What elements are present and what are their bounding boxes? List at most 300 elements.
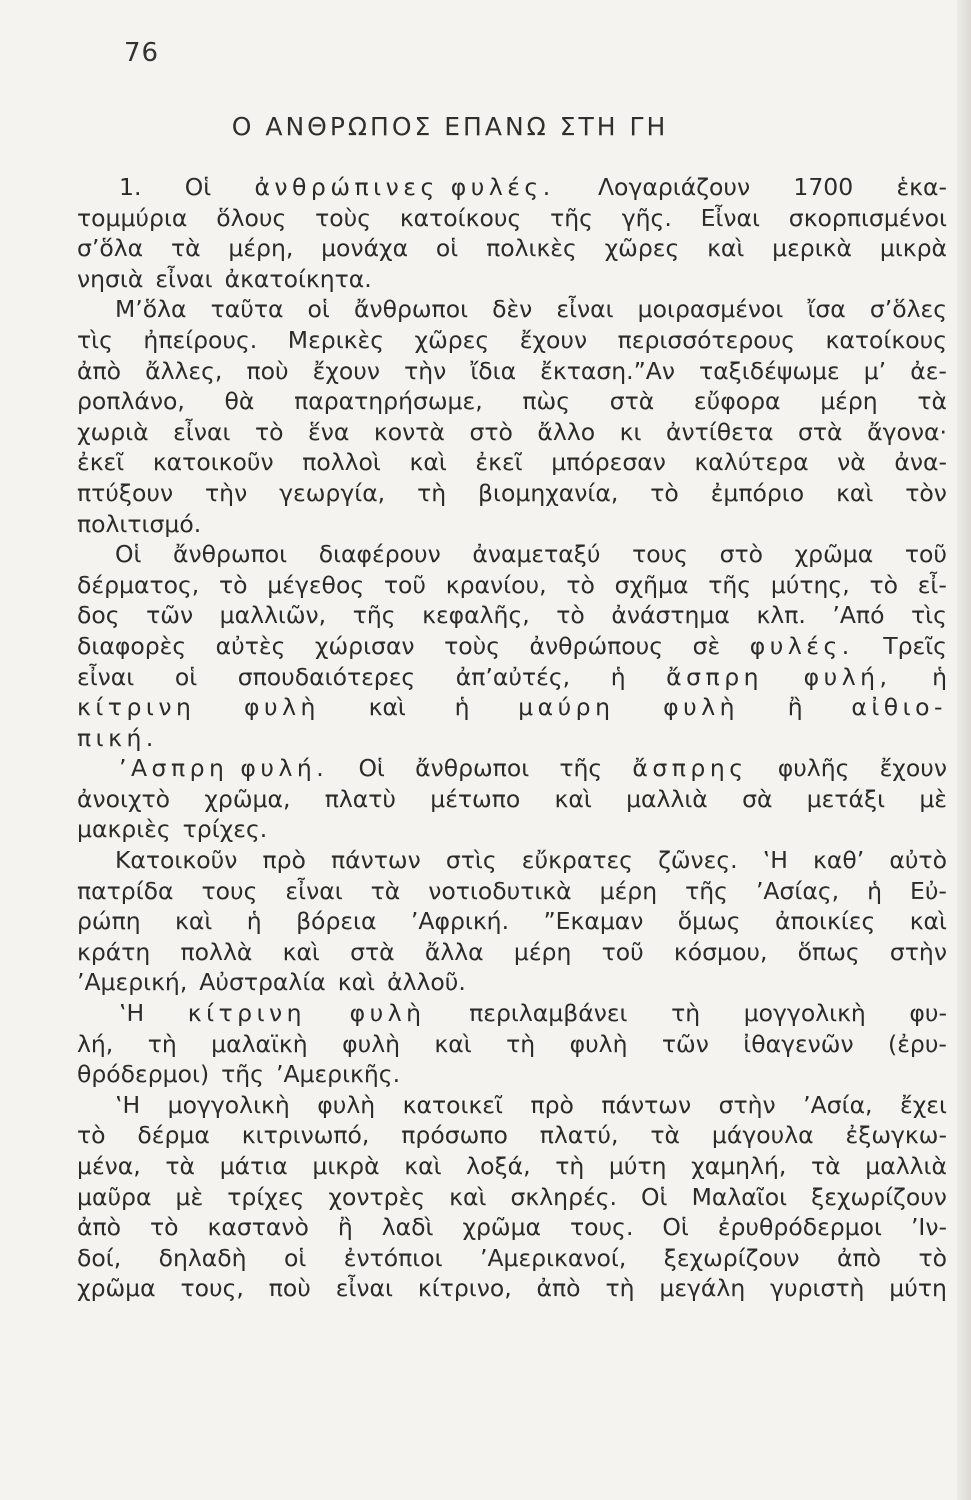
word: ξεχωρίζουν [663, 1243, 800, 1272]
word: ἢ [787, 693, 803, 722]
word: νησιὰ [77, 264, 144, 293]
word: χρῶμα [462, 1213, 542, 1242]
word: νοτιοδυτικὰ [428, 876, 572, 905]
word: τὸ [650, 478, 679, 507]
word: πρὸ [530, 1090, 574, 1119]
word: τους [201, 876, 258, 905]
text-line [77, 845, 947, 876]
word: τοῦ [904, 540, 947, 569]
word: τὶς [911, 601, 947, 630]
word: ἄνθρωποι [415, 754, 530, 783]
word: κίτρινη [77, 693, 196, 722]
word: Εὐ- [909, 876, 947, 905]
word: ἀνοιχτὸ [77, 784, 171, 813]
word: χοντρὲς [328, 1182, 426, 1211]
word: τρίχες [227, 1182, 305, 1211]
word: ἄνθρωποι [173, 540, 288, 569]
word: πολιτισμό. [77, 509, 202, 538]
word: ἕνα [308, 417, 350, 446]
word: ὅλους [216, 203, 287, 232]
word: ἰθαγενῶν [743, 1029, 854, 1058]
text-line [77, 631, 947, 662]
word: φυλῆς [777, 754, 850, 783]
word: τὴν [404, 356, 447, 385]
page-number: 76 [124, 38, 160, 68]
word: πτύξουν [77, 478, 174, 507]
word: τὴ [671, 999, 701, 1028]
word: κατοικοῦν [152, 448, 274, 477]
word: ἔχουν [519, 325, 588, 354]
word: μύτη [608, 1152, 667, 1180]
text-line [77, 570, 947, 601]
word: κλπ. [756, 601, 806, 630]
word: μέγεθος [267, 570, 365, 599]
word: εὔκρατες [521, 846, 633, 875]
word: τῆς [550, 203, 593, 232]
word: ταῦτα [210, 295, 284, 324]
word: χρῶμα [794, 540, 874, 569]
word: μάτια [219, 1152, 288, 1180]
word: 1. [119, 173, 142, 201]
word: φυλὴ [317, 1090, 376, 1119]
word: τῆς [559, 754, 603, 783]
text-line [77, 814, 947, 845]
word: ἀπὸ [77, 1213, 122, 1242]
word: τοῦ [601, 937, 644, 966]
word: τὸν [905, 478, 947, 507]
word: ’Ασίας, [755, 876, 840, 905]
word: μένα, [77, 1152, 141, 1180]
text-line [77, 1120, 947, 1151]
word: ἴσα [807, 295, 846, 324]
text-line [77, 723, 947, 754]
word: ἐκεῖ [475, 448, 523, 477]
word: οἱ [307, 295, 330, 324]
word: τὴν [205, 478, 248, 507]
word: καὶ [707, 234, 745, 263]
word: αἰθιο- [851, 693, 947, 722]
word: τὰ [165, 1152, 196, 1180]
text-line [77, 967, 947, 998]
word: πρόσωπο [401, 1121, 508, 1150]
word: οἱ [174, 662, 198, 691]
word: πολλοὶ [302, 448, 381, 477]
word: στὸ [469, 417, 513, 446]
text-line [77, 1243, 947, 1274]
word: μεγάλη [659, 1274, 746, 1303]
word: ‛Η [119, 999, 145, 1028]
word: ἡ [610, 662, 626, 691]
word: λαδὶ [381, 1213, 434, 1242]
word: μονάχα [321, 234, 409, 263]
word: ’Αμερικανοί, [479, 1243, 627, 1272]
word: τὸ [566, 570, 595, 599]
word: καὶ [434, 1029, 472, 1058]
word: Λογαριάζουν [597, 173, 751, 201]
word: οἱ [435, 234, 459, 263]
word: ἄσπρης [632, 754, 748, 783]
word: Κατοικοῦν [115, 846, 238, 875]
word: ἡ [867, 876, 882, 905]
word: πολικὲς [486, 234, 577, 263]
text-line [77, 600, 947, 631]
word: τῶν [661, 1029, 709, 1058]
word: τὴ [605, 1274, 635, 1303]
word: ἐντόπιοι [343, 1243, 443, 1272]
word: ἡ [246, 907, 262, 936]
word: στὴν [718, 1090, 776, 1119]
word: μύτη [889, 1274, 947, 1303]
word: εἶναι [173, 417, 231, 446]
word: ροπλάνο, [77, 387, 185, 416]
word: σχῆμα [614, 570, 689, 599]
body-text [77, 172, 947, 1304]
word: μογγολικὴ [743, 999, 866, 1028]
word: ἀκατοίκητα. [224, 264, 372, 293]
word: ποὺ [246, 356, 289, 385]
word: κι [619, 417, 642, 446]
word: φυλὴ [342, 1029, 400, 1058]
word: ἔχει [900, 1090, 947, 1119]
word: κατοίκους [825, 325, 947, 354]
word: Οἱ [662, 1213, 689, 1242]
word: πατρίδα [77, 876, 174, 905]
word: ἀποικίες [775, 907, 876, 936]
word: τῆς [708, 570, 752, 599]
word: μέρη, [228, 234, 294, 263]
word: τῆς [685, 876, 728, 905]
word: χῶρες [414, 325, 490, 354]
text-line [77, 1212, 947, 1243]
word: ’Αφρική. [410, 907, 510, 936]
word: τους, [180, 1274, 244, 1303]
word: πική. [77, 723, 158, 752]
word: καὶ [909, 907, 947, 936]
word: τρίχες. [182, 815, 268, 844]
word: μερικὰ [772, 234, 853, 263]
word: σκορπισμένοι [788, 203, 947, 232]
word: καὶ [836, 478, 874, 507]
word: Εἶναι [700, 203, 760, 232]
word: κρανίου, [445, 570, 547, 599]
word: κράτη [77, 937, 151, 966]
word: καὶ [449, 1182, 487, 1211]
word: τους [632, 540, 688, 569]
word: θὰ [224, 387, 255, 416]
word: ὅπως [797, 937, 860, 966]
word: ἀνθρώπους [529, 631, 664, 660]
word: μάγουλα [711, 1121, 814, 1150]
word: μογγολικὴ [167, 1090, 290, 1119]
word: μπόρεσαν [551, 448, 666, 477]
word: ἀνα- [894, 448, 947, 477]
word: εὔφορα [693, 387, 781, 416]
word: κατοικεῖ [402, 1090, 503, 1119]
word: ἐκεῖ [77, 448, 125, 477]
text-line [77, 692, 947, 723]
word: μέρη [513, 937, 572, 966]
word: ”Εκαμαν [543, 907, 644, 936]
word: μαλλιὰ [626, 784, 708, 813]
word: ’Αμερικῆς. [275, 1060, 401, 1089]
word: στὰ [350, 937, 395, 966]
word: ἄλλο [537, 417, 596, 446]
word: χαμηλή, [691, 1152, 787, 1180]
text-line [77, 906, 947, 937]
word: τὸ [869, 570, 898, 599]
word: τῆς [352, 601, 396, 630]
word: μικρὰ [879, 234, 947, 263]
word: κιτρινωπό, [241, 1121, 370, 1150]
word: ὅμως [677, 907, 741, 936]
word: εἶναι [556, 295, 614, 324]
word: παρατηρήσωμε, [294, 387, 483, 416]
text-line [77, 509, 947, 540]
word: τὰ [917, 387, 947, 416]
word: τοὺς [444, 631, 501, 660]
text-line [77, 264, 947, 295]
word: ’Από [832, 601, 885, 630]
word: τὸ [556, 601, 585, 630]
word: δοί, [77, 1243, 122, 1272]
word: πὼς [522, 387, 570, 416]
word: δος [77, 601, 120, 630]
word: εἶναι [285, 876, 343, 905]
word: φυλὴ [569, 1029, 628, 1058]
text-line [77, 1273, 947, 1304]
text-line [77, 937, 947, 968]
word: δέρματος, [77, 570, 200, 599]
word: καὶ [409, 448, 447, 477]
word: καὶ [368, 693, 406, 722]
word: ρώπη [77, 907, 141, 936]
word: καὶ [554, 784, 592, 813]
word: ἀπὸ [836, 1243, 882, 1272]
word: ’Αμερική, [77, 968, 188, 997]
word: κόσμου, [673, 937, 768, 966]
word: στὴν [889, 937, 947, 966]
word: ζῶνες. [658, 846, 738, 875]
word: τὴ [417, 478, 447, 507]
word: ‛Η [115, 1090, 141, 1119]
word: ἐξωγκω- [845, 1121, 947, 1150]
text-line [77, 1182, 947, 1213]
word: δὲν [492, 295, 533, 324]
word: ταξιδέψωμε [699, 356, 840, 385]
text-line [77, 998, 947, 1029]
word: ἡ [454, 693, 470, 722]
text-line [77, 356, 947, 387]
text-line [77, 753, 947, 784]
word: δέρμα [137, 1121, 210, 1150]
word: φυλὴ [244, 693, 320, 722]
word: ἀπὸ [77, 356, 122, 385]
word: σπουδαιότερες [237, 662, 416, 691]
word: 1700 [793, 173, 854, 201]
word: βόρεια [296, 907, 377, 936]
word: μύτης, [770, 570, 850, 599]
word: τὶς [77, 325, 113, 354]
word: ἀναμεταξύ [472, 540, 601, 569]
word: ἠπείρους. [143, 325, 258, 354]
word: μέρη [820, 387, 878, 416]
text-line [77, 203, 947, 234]
word: τὴ [555, 1152, 585, 1180]
word: πολλὰ [180, 937, 253, 966]
word: ἔχουν [312, 356, 381, 385]
word: τῆς [221, 1060, 264, 1089]
word: τῶν [146, 601, 194, 630]
word: τους. [570, 1213, 634, 1242]
word: καστανὸ [207, 1213, 309, 1242]
text-line [77, 325, 947, 356]
text-line [77, 447, 947, 478]
text-line [77, 294, 947, 325]
word: σκληρές. [510, 1182, 617, 1211]
word: μαλλιὰ [865, 1152, 947, 1180]
word: τομμύρια [77, 203, 188, 232]
word: Μ’ὅλα [115, 295, 187, 324]
word: μακριὲς [77, 815, 171, 844]
word: κοντὰ [373, 417, 445, 446]
text-line [77, 1029, 947, 1060]
word: στὸ [719, 540, 763, 569]
word: τὸ [918, 1243, 947, 1272]
word: τὰ [370, 876, 401, 905]
word: νὰ [837, 448, 866, 477]
word: μικρὰ [312, 1152, 380, 1180]
text-line [77, 233, 947, 264]
word: διαφέρουν [318, 540, 441, 569]
word: σ’ὅλες [869, 295, 947, 324]
text-line [77, 876, 947, 907]
word: ἄλλα [424, 937, 484, 966]
word: πλατὺ [324, 784, 396, 813]
word: ἐρυθρόδερμοι [717, 1213, 882, 1242]
word: ἴδια [470, 356, 517, 385]
text-line [77, 386, 947, 417]
word: κίτρινο, [417, 1274, 512, 1303]
text-line [77, 784, 947, 815]
word: στὶς [445, 846, 497, 875]
word: χωριὰ [77, 417, 149, 446]
word: Οἱ [115, 540, 142, 569]
word: σὰ [742, 784, 773, 813]
word: εἶναι [77, 662, 135, 691]
word: θρόδερμοι) [77, 1060, 210, 1089]
word: αὐτὸ [889, 846, 947, 875]
word: πάντων [331, 846, 421, 875]
word: ἔκταση.”Αν [540, 356, 675, 385]
word: χώρισαν [314, 631, 415, 660]
word: τὰ [811, 1152, 841, 1180]
word: χῶρες [604, 234, 680, 263]
word: εἶναι [155, 264, 213, 293]
word: τὸ [219, 570, 248, 599]
word: ἑκα- [896, 173, 947, 201]
word: ἐμπόριο [710, 478, 805, 507]
word: τὰ [650, 1121, 681, 1150]
word: ἢ [337, 1213, 353, 1242]
word: Μερικὲς [287, 325, 384, 354]
word: μὲ [175, 1182, 204, 1211]
word: περισσότερους [617, 325, 796, 354]
word: διαφορὲς [77, 631, 187, 660]
word: καὶ [337, 968, 376, 997]
word: ἄσπρη [666, 662, 764, 691]
word: μὲ [919, 784, 947, 813]
word: (ἐρυ- [888, 1029, 947, 1058]
word: μοιρασμένοι [637, 295, 784, 324]
word: στὰ [609, 387, 655, 416]
word: τὰ [170, 234, 201, 263]
word: ἀπ’αὐτές, [455, 662, 571, 691]
word: μαλαϊκὴ [211, 1029, 308, 1058]
word: Αὐστραλία [199, 968, 326, 997]
word: μετάξι [806, 784, 886, 813]
word: κίτρινη [187, 999, 307, 1028]
text-line [77, 172, 947, 203]
page-edge [957, 0, 971, 1500]
word: Μαλαῖοι [691, 1182, 788, 1211]
word: ἄνθρωποι [353, 295, 469, 324]
text-line [77, 417, 947, 448]
word: καὶ [282, 937, 320, 966]
word: ἀπὸ [536, 1274, 581, 1303]
word: κεφαλῆς, [422, 601, 530, 630]
word: αὐτὲς [215, 631, 286, 660]
word: πρὸ [262, 846, 306, 875]
word: σὲ [692, 631, 721, 660]
word: οἱ [283, 1243, 307, 1272]
word: λοξά, [466, 1152, 531, 1180]
word: μέτωπο [430, 784, 521, 813]
word: μαῦρα [77, 1182, 152, 1211]
word: γεωργία, [279, 478, 386, 507]
word: κατοίκους [399, 203, 522, 232]
word: τὴ [147, 1029, 177, 1058]
word: ἀε- [910, 356, 947, 385]
word: ἄγονα· [867, 417, 947, 446]
word: ἄλλες, [145, 356, 223, 385]
word: καὶ [175, 907, 213, 936]
word: ἀντίθετα [666, 417, 774, 446]
text-line [77, 539, 947, 570]
text-line [77, 662, 947, 693]
word: περιλαμβάνει [469, 999, 628, 1028]
word: μέρη [599, 876, 658, 905]
word: ποὺ [268, 1274, 311, 1303]
text-line [77, 1151, 947, 1182]
text-line [77, 478, 947, 509]
word: τὴ [506, 1029, 536, 1058]
word: τοὺς [315, 203, 371, 232]
word: βιομηχανία, [478, 478, 619, 507]
word: σ’ὅλα [77, 234, 144, 263]
word: μαλλιῶν, [219, 601, 327, 630]
word: μ’ [863, 356, 887, 385]
word: Τρεῖς [883, 631, 947, 660]
word: λή, [77, 1029, 114, 1058]
word: ’Ασπρη φυλή. [119, 754, 329, 783]
word: δηλαδὴ [158, 1243, 247, 1272]
word: τὸ [150, 1213, 179, 1242]
word: ξεχωρίζουν [811, 1182, 947, 1211]
word: φυ- [909, 999, 947, 1028]
word: πάντων [601, 1090, 692, 1119]
word: εἶ- [917, 570, 947, 599]
word: γυριστὴ [770, 1274, 865, 1303]
